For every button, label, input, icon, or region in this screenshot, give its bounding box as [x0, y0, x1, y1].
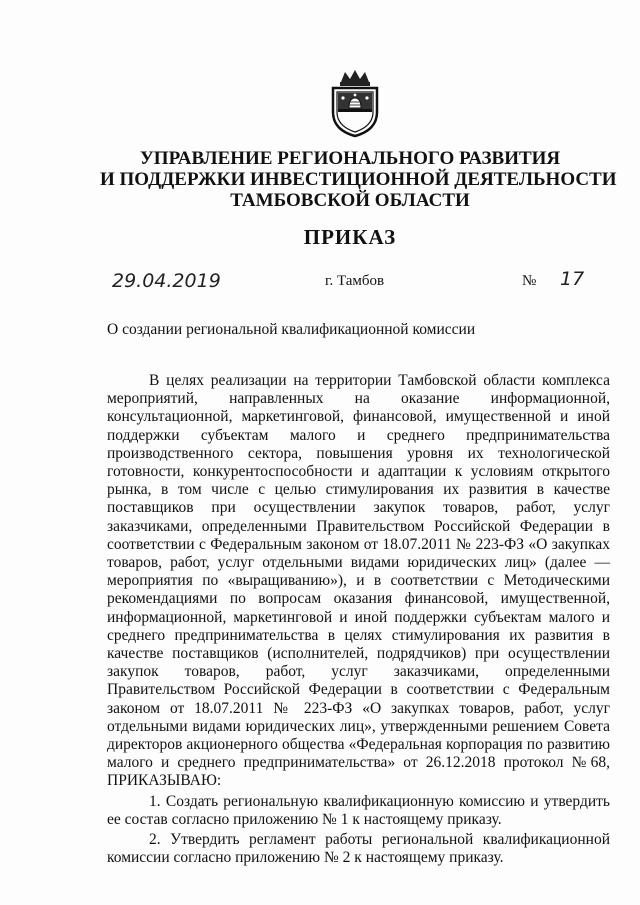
order-item-1: 1. Создать региональную квалификационную комиссию и утвердить ее состав согласно приложению № 1 к настоящему приказу. [107, 792, 610, 828]
org-line-3: ТАМБОВСКОЙ ОБЛАСТИ [230, 190, 470, 211]
document-subject: О создании региональной квалификационной комиссии [107, 321, 476, 338]
org-line-1: УПРАВЛЕНИЕ РЕГИОНАЛЬНОГО РАЗВИТИЯ [139, 148, 561, 169]
document-city: г. Тамбов [325, 273, 385, 289]
document-number: 17 [560, 268, 585, 290]
org-line-2: И ПОДДЕРЖКИ ИНВЕСТИЦИОННОЙ ДЕЯТЕЛЬНОСТИ [100, 169, 617, 190]
document-date: 29.04.2019 [112, 270, 221, 292]
preamble-paragraph: В целях реализации на территории Тамбовской области комплекса мероприятий, направленных на оказание информационной, консультационной, маркетинговой, финансовой, имущественной и иной поддержки субъектам малого и среднего предпринимательства производственного сектора, повышения уровня их технологической готовности, конкурентоспособности и адаптации к условиям открытого рынка, в том числе с целью стимулирования их развития в качестве поставщиков при осуществлении закупок товаров, работ, услуг заказчиками, определенными Правительством Российской Федерации в соответствии с Федеральным законом от 18.07.2011 № 223-ФЗ «О закупках товаров, работ, услуг отдельными видами юридических лиц» (далее — мероприятия по «выращиванию»), и в соответствии с Методическими рекомендациями по вопросам оказания финансовой, имущественной, информационной, маркетинговой и иной поддержки субъектам малого и среднего предпринимательства в целях стимулирования их развития в качестве поставщиков (исполнителей, подрядчиков) при осуществлении закупок товаров, работ, услуг заказчиками, определенными Правительством Российской Федерации в соответствии с Федеральным законом от 18.07.2011 № 223-ФЗ «О закупках товаров, работ, услуг отдельными видами юридических лиц», утвержденными решением Совета директоров акционерного общества «Федеральная корпорация по развитию малого и среднего предпринимательства» от 26.12.2018 протокол №68, ПРИКАЗЫВАЮ: [107, 372, 610, 790]
organization-name [100, 148, 617, 211]
coat-of-arms-icon [325, 68, 385, 138]
order-item-2: 2. Утвердить регламент работы региональной квалификационной комиссии согласно приложению № 2 к настоящему приказу. [107, 831, 610, 867]
document-type-title: ПРИКАЗ [303, 225, 397, 249]
document-number-label: № [522, 273, 537, 289]
document-body [107, 372, 610, 867]
